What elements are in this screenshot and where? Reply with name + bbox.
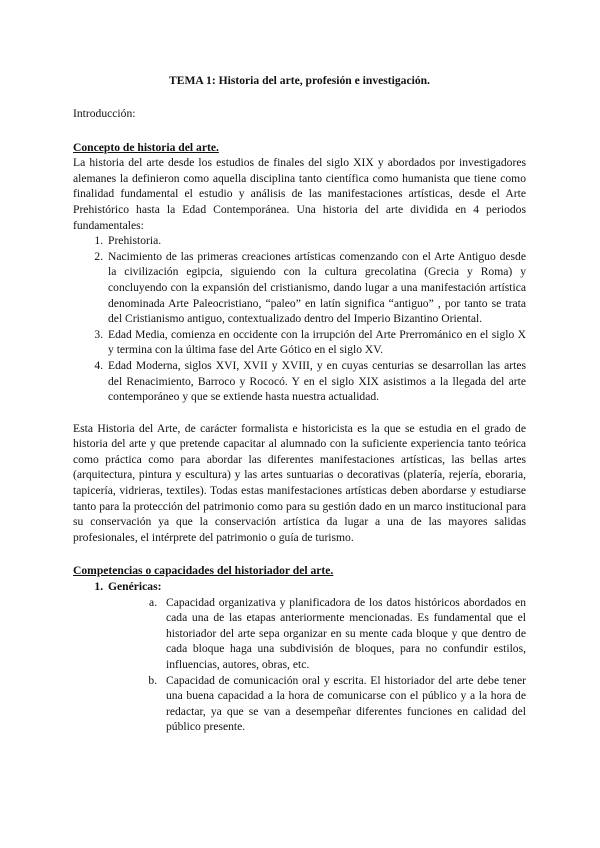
period-item: 4. Edad Moderna, siglos XVI, XVII y XVIII, y en cuyas centurias se desarrollan las artes del Renacimiento, Barroco y Rococó. Y en el siglo XIX asistimos a la llegada del arte contemporáneo y que se extiende hasta nuestra actualidad. <box>106 358 526 405</box>
section-heading-competencies: Competencias o capacidades del historiador del arte. <box>73 564 334 578</box>
competency-item: a. Capacidad organizativa y planificadora de los datos históricos abordados en cada una de las etapas anteriormente mencionadas. Es fundamental que el historiador del arte sepa organizar en su mente cada bloque y que dentro de cada bloque haga una subdivisión de bloques, para no confundir estilos, influencias, autores, obras, etc. <box>160 595 526 673</box>
period-item: 1. Prehistoria. <box>106 233 526 249</box>
competency-item: b. Capacidad de comunicación oral y escrita. El historiador del arte debe tener una buena capacidad a la hora de comunicarse con el público y a la hora de redactar, ya que se van a desempeñar diferentes funciones en calidad del público presente. <box>160 673 526 735</box>
intro-label: Introducción: <box>73 107 136 120</box>
generic-competencies-list <box>108 595 526 735</box>
period-item: 3. Edad Media, comienza en occidente con la irrupción del Arte Prerrománico en el siglo X y termina con la última fase del Arte Gótico en el siglo XV. <box>106 327 526 358</box>
periods-list <box>73 233 526 405</box>
competency-group <box>106 579 526 735</box>
document-title: TEMA 1: Historia del arte, profesión e investigación. <box>169 74 430 87</box>
formalist-paragraph: Esta Historia del Arte, de carácter formalista e historicista es la que se estudia en el grado de historia del arte y que pretende capacitar al alumnado con la suficiente experiencia tanto teórica como práctica como para abordar las diferentes manifestaciones artísticas, las bellas artes (arquitectura, pintura y escultura) y las artes suntuarias o decorativas (platería, rejería, eboraria, tapicería, vidrieras, textiles). Todas estas manifestaciones artísticas deben abordarse y estudiarse tanto para la protección del patrimonio como para su gestión dado en un marco institucional para su conservación ya que la conservación artística da lugar a una de las mayores salidas profesionales, el intérprete del patrimonio o guía de turismo. <box>73 421 526 544</box>
competency-group-label: Genéricas: <box>108 580 162 594</box>
competencies-list <box>73 579 526 735</box>
period-item: 2. Nacimiento de las primeras creaciones artísticas comenzando con el Arte Antiguo desde la civilización egipcia, siguiendo con la cultura grecolatina (Grecia y Roma) y concluyendo con la expansión del cristianismo, dando lugar a una manifestación artística denominada Arte Paleocristiano, “paleo” en latín significa “antiguo” , por tanto se trata del Cristianismo antiguo, contextualizado dentro del Imperio Bizantino Oriental. <box>106 249 526 327</box>
section-heading-concept: Concepto de historia del arte. <box>73 140 219 154</box>
document-body <box>73 73 526 735</box>
concept-paragraph: La historia del arte desde los estudios de finales del siglo XIX y abordados por investigadores alemanes la definieron como aquella disciplina tanto científica como humanista que tiene como finalidad fundamental el estudio y análisis de las manifestaciones artísticas, desde el Arte Prehistórico hasta la Edad Contemporánea. Una historia del arte dividida en 4 periodos fundamentales: <box>73 156 526 232</box>
